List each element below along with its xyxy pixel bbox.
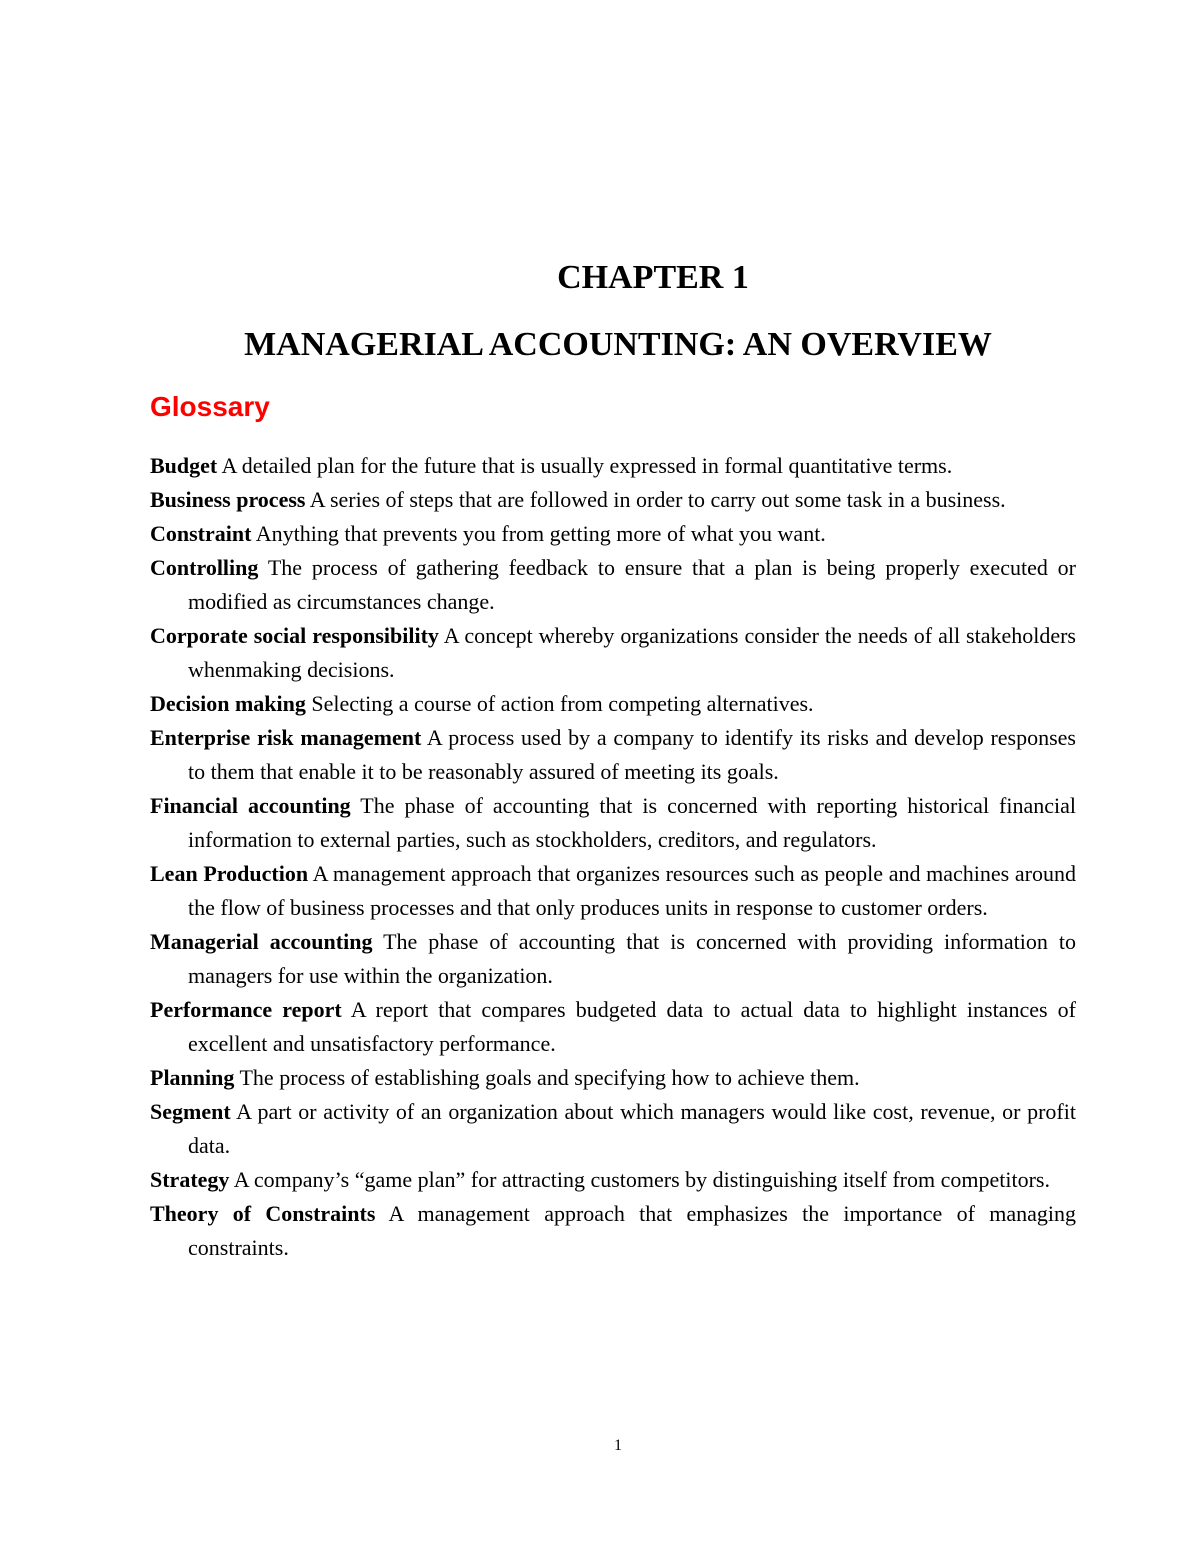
glossary-heading: Glossary [150, 391, 270, 422]
glossary-term: Lean Production [150, 861, 309, 886]
glossary-term: Planning [150, 1065, 235, 1090]
glossary-definition: The phase of accounting that is concerned with providing information to managers for use within the organization. [188, 929, 1077, 988]
glossary-term: Budget [150, 453, 218, 478]
glossary-definition: The process of gathering feedback to ensure that a plan is being properly executed or modified as circumstances change. [188, 555, 1076, 614]
glossary-entry-segment [150, 1095, 1076, 1163]
glossary-entry-lean-production [150, 857, 1076, 925]
glossary-definition: A management approach that organizes resources such as people and machines around the flow of business processes and that only produces units in response to customer orders. [188, 861, 1076, 920]
glossary-term: Managerial accounting [150, 929, 373, 954]
glossary-definition: A process used by a company to identify its risks and develop responses to them that enable it to be reasonably assured of meeting its goals. [188, 725, 1076, 784]
glossary-entry-decision-making [150, 687, 1076, 721]
glossary-term: Performance report [150, 997, 342, 1022]
glossary-list [150, 449, 1076, 1265]
glossary-definition: A concept whereby organizations consider the needs of all stakeholders whenmaking decisions. [188, 623, 1076, 682]
glossary-term: Corporate social responsibility [150, 623, 439, 648]
glossary-definition: A report that compares budgeted data to actual data to highlight instances of excellent and unsatisfactory performance. [188, 997, 1077, 1056]
glossary-entry-financial-accounting [150, 789, 1076, 857]
glossary-entry-strategy [150, 1163, 1076, 1197]
glossary-entry-constraint [150, 517, 1076, 551]
glossary-term: Enterprise risk management [150, 725, 422, 750]
glossary-term: Business process [150, 487, 306, 512]
glossary-definition: The phase of accounting that is concerned with reporting historical financial information to external parties, such as stockholders, creditors, and regulators. [188, 793, 1077, 852]
glossary-entry-performance-report [150, 993, 1076, 1061]
glossary-definition: A company’s “game plan” for attracting customers by distinguishing itself from competitors. [233, 1167, 1050, 1192]
glossary-entry-planning [150, 1061, 1076, 1095]
glossary-term: Decision making [150, 691, 306, 716]
glossary-term: Constraint [150, 521, 252, 546]
chapter-title: CHAPTER 1 [557, 259, 749, 296]
glossary-term: Segment [150, 1099, 231, 1124]
page-number: 1 [614, 1437, 622, 1454]
glossary-entry-business-process [150, 483, 1076, 517]
glossary-entry-enterprise-risk-management [150, 721, 1076, 789]
glossary-term: Strategy [150, 1167, 230, 1192]
glossary-term: Financial accounting [150, 793, 351, 818]
glossary-definition: A management approach that emphasizes the importance of managing constraints. [188, 1201, 1077, 1260]
glossary-definition: Anything that prevents you from getting more of what you want. [255, 521, 826, 546]
glossary-definition: The process of establishing goals and specifying how to achieve them. [239, 1065, 860, 1090]
glossary-entry-theory-of-constraints [150, 1197, 1076, 1265]
glossary-entry-controlling [150, 551, 1076, 619]
glossary-definition: Selecting a course of action from competing alternatives. [311, 691, 814, 716]
glossary-term: Controlling [150, 555, 259, 580]
glossary-definition: A detailed plan for the future that is usually expressed in formal quantitative terms. [221, 453, 953, 478]
glossary-entry-managerial-accounting [150, 925, 1076, 993]
glossary-entry-budget [150, 449, 1076, 483]
glossary-entry-corporate-social-responsibility [150, 619, 1076, 687]
glossary-definition: A series of steps that are followed in order to carry out some task in a business. [309, 487, 1006, 512]
glossary-term: Theory of Constraints [150, 1201, 376, 1226]
glossary-definition: A part or activity of an organization about which managers would like cost, revenue, or profit data. [188, 1099, 1076, 1158]
chapter-subtitle: MANAGERIAL ACCOUNTING: AN OVERVIEW [244, 326, 992, 363]
